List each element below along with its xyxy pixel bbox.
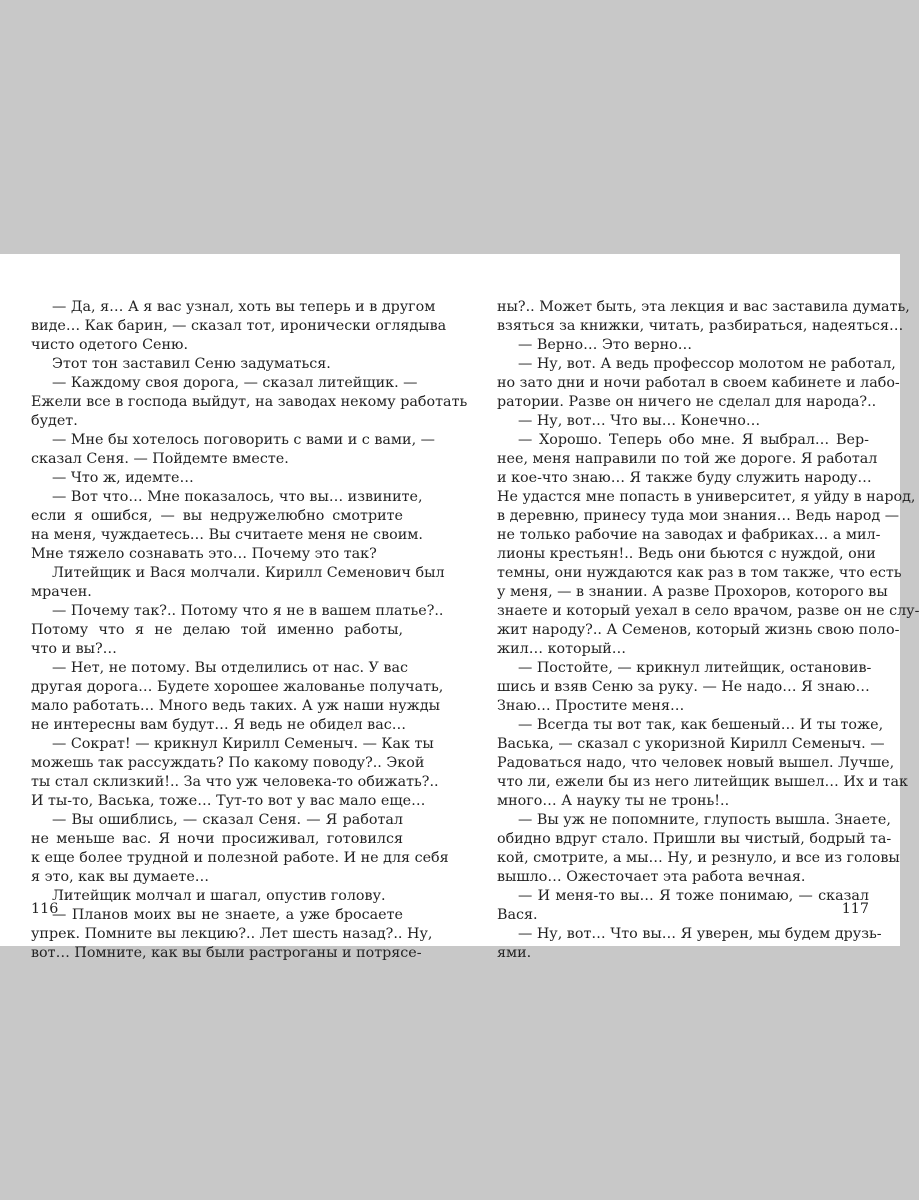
text-line: — Сократ! — крикнул Кирилл Семеныч. — Как ты bbox=[52, 736, 434, 752]
text-line: жит народу?.. А Семенов, который жизнь свою поло- bbox=[497, 622, 900, 638]
right-page-text bbox=[497, 298, 919, 963]
text-line: в деревню, принесу туда мои знания… Ведь народ — bbox=[497, 508, 900, 524]
text-line: Потому что я не делаю той именно работы, bbox=[31, 622, 403, 638]
text-line: ты стал склизкий!.. За что уж человека-то обижать?.. bbox=[31, 774, 439, 790]
text-line: будет. bbox=[31, 413, 78, 429]
text-line: лионы крестьян!.. Ведь они бьются с нуждой, они bbox=[497, 546, 876, 562]
text-line: я это, как вы думаете… bbox=[31, 869, 210, 885]
text-line: к еще более трудной и полезной работе. И не для себя bbox=[31, 850, 449, 866]
text-line: Радоваться надо, что человек новый вышел. Лучше, bbox=[497, 755, 895, 771]
text-line: — Вот что… Мне показалось, что вы… извините, bbox=[52, 489, 423, 505]
text-line: — Почему так?.. Потому что я не в вашем платье?.. bbox=[52, 603, 444, 619]
text-line: Ежели все в господа выйдут, на заводах некому работать bbox=[31, 394, 468, 410]
text-line: — Постойте, — крикнул литейщик, остановив- bbox=[518, 660, 872, 676]
text-line: не интересны вам будут… Я ведь не обидел вас… bbox=[31, 717, 407, 733]
text-line: — Ну, вот… Что вы… Я уверен, мы будем друзь- bbox=[518, 926, 882, 942]
text-line: знаете и который уехал в село врачом, разве он не слу- bbox=[497, 603, 919, 619]
text-line: — Что ж, идемте… bbox=[52, 470, 194, 486]
text-line: кой, смотрите, а мы… Ну, и резнуло, и все из головы bbox=[497, 850, 900, 866]
text-line: другая дорога… Будете хорошее жалованье получать, bbox=[31, 679, 444, 695]
text-line: и кое-что знаю… Я также буду служить народу… bbox=[497, 470, 872, 486]
text-line: сказал Сеня. — Пойдемте вместе. bbox=[31, 451, 289, 467]
text-line: мало работать… Много ведь таких. А уж наши нужды bbox=[31, 698, 441, 714]
text-line: вышло… Ожесточает эта работа вечная. bbox=[497, 869, 806, 885]
text-line: взяться за книжки, читать, разбираться, надеяться… bbox=[497, 318, 904, 334]
text-line: — Верно… Это верно… bbox=[518, 337, 693, 353]
text-line: что и вы?… bbox=[31, 641, 117, 657]
text-line: Литейщик и Вася молчали. Кирилл Семенович был bbox=[52, 565, 445, 581]
text-line: — Мне бы хотелось поговорить с вами и с вами, — bbox=[52, 432, 435, 448]
right-page-number: 117 bbox=[841, 901, 869, 917]
text-line: мрачен. bbox=[31, 584, 92, 600]
text-line: нее, меня направили по той же дороге. Я работал bbox=[497, 451, 878, 467]
text-line: у меня, — в знании. А разве Прохоров, которого вы bbox=[497, 584, 888, 600]
text-line: — Всегда ты вот так, как бешеный… И ты тоже, bbox=[518, 717, 884, 733]
text-line: ны?.. Может быть, эта лекция и вас заставила думать, bbox=[497, 299, 910, 315]
text-line: — Вы уж не попомните, глупость вышла. Знаете, bbox=[518, 812, 891, 828]
text-line: темны, они нуждаются как раз в том также, что есть bbox=[497, 565, 902, 581]
text-line: виде… Как барин, — сказал тот, иронически оглядыва bbox=[31, 318, 447, 334]
text-line: И ты-то, Васька, тоже… Тут-то вот у вас мало еще… bbox=[31, 793, 426, 809]
text-line: — Планов моих вы не знаете, а уже бросаете bbox=[52, 907, 403, 923]
text-line: много… А науку ты не тронь!.. bbox=[497, 793, 730, 809]
text-line: — Ну, вот. А ведь профессор молотом не работал, bbox=[518, 356, 896, 372]
text-line: шись и взяв Сеню за руку. — Не надо… Я знаю… bbox=[497, 679, 870, 695]
text-line: Васька, — сказал с укоризной Кирилл Семеныч. — bbox=[497, 736, 885, 752]
text-line: чисто одетого Сеню. bbox=[31, 337, 189, 353]
text-line: жил… который… bbox=[497, 641, 627, 657]
text-line: ратории. Разве он ничего не сделал для народа?.. bbox=[497, 394, 877, 410]
book-spread bbox=[0, 254, 919, 961]
text-line: Этот тон заставил Сеню задуматься. bbox=[52, 356, 331, 372]
text-line: Мне тяжело сознавать это… Почему это так? bbox=[31, 546, 377, 562]
text-line: на меня, чуждаетесь… Вы считаете меня не своим. bbox=[31, 527, 423, 543]
text-line: — Нет, не потому. Вы отделились от нас. У вас bbox=[52, 660, 409, 676]
text-line: — И меня-то вы… Я тоже понимаю, — сказал bbox=[518, 888, 869, 904]
text-line: Вася. bbox=[497, 907, 538, 923]
text-line: — Хорошо. Теперь обо мне. Я выбрал… Вер- bbox=[518, 432, 869, 448]
text-line: ями. bbox=[497, 945, 532, 961]
text-line: не меньше вас. Я ночи просиживал, готовился bbox=[31, 831, 403, 847]
text-line: вот… Помните, как вы были растроганы и потрясе- bbox=[31, 945, 422, 961]
text-line: Знаю… Простите меня… bbox=[497, 698, 685, 714]
text-line: не только рабочие на заводах и фабриках… а мил- bbox=[497, 527, 881, 543]
text-line: если я ошибся, — вы недружелюбно смотрите bbox=[31, 508, 403, 524]
text-line: упрек. Помните вы лекцию?.. Лет шесть назад?.. Ну, bbox=[31, 926, 433, 942]
left-page-text bbox=[31, 298, 468, 963]
text-line: обидно вдруг стало. Пришли вы чистый, бодрый та- bbox=[497, 831, 892, 847]
text-line: что ли, ежели бы из него литейщик вышел… Их и так bbox=[497, 774, 908, 790]
text-line: — Ну, вот… Что вы… Конечно… bbox=[518, 413, 761, 429]
text-line: Литейщик молчал и шагал, опустив голову. bbox=[52, 888, 386, 904]
text-line: — Да, я… А я вас узнал, хоть вы теперь и в другом bbox=[52, 299, 436, 315]
left-page-number: 116 bbox=[31, 901, 59, 917]
text-line: можешь так рассуждать? По какому поводу?.. Экой bbox=[31, 755, 425, 771]
text-line: — Вы ошиблись, — сказал Сеня. — Я работал bbox=[52, 812, 403, 828]
text-line: — Каждому своя дорога, — сказал литейщик. — bbox=[52, 375, 418, 391]
text-line: но зато дни и ночи работал в своем кабинете и лабо- bbox=[497, 375, 900, 391]
text-line: Не удастся мне попасть в университет, я уйду в народ, bbox=[497, 489, 916, 505]
